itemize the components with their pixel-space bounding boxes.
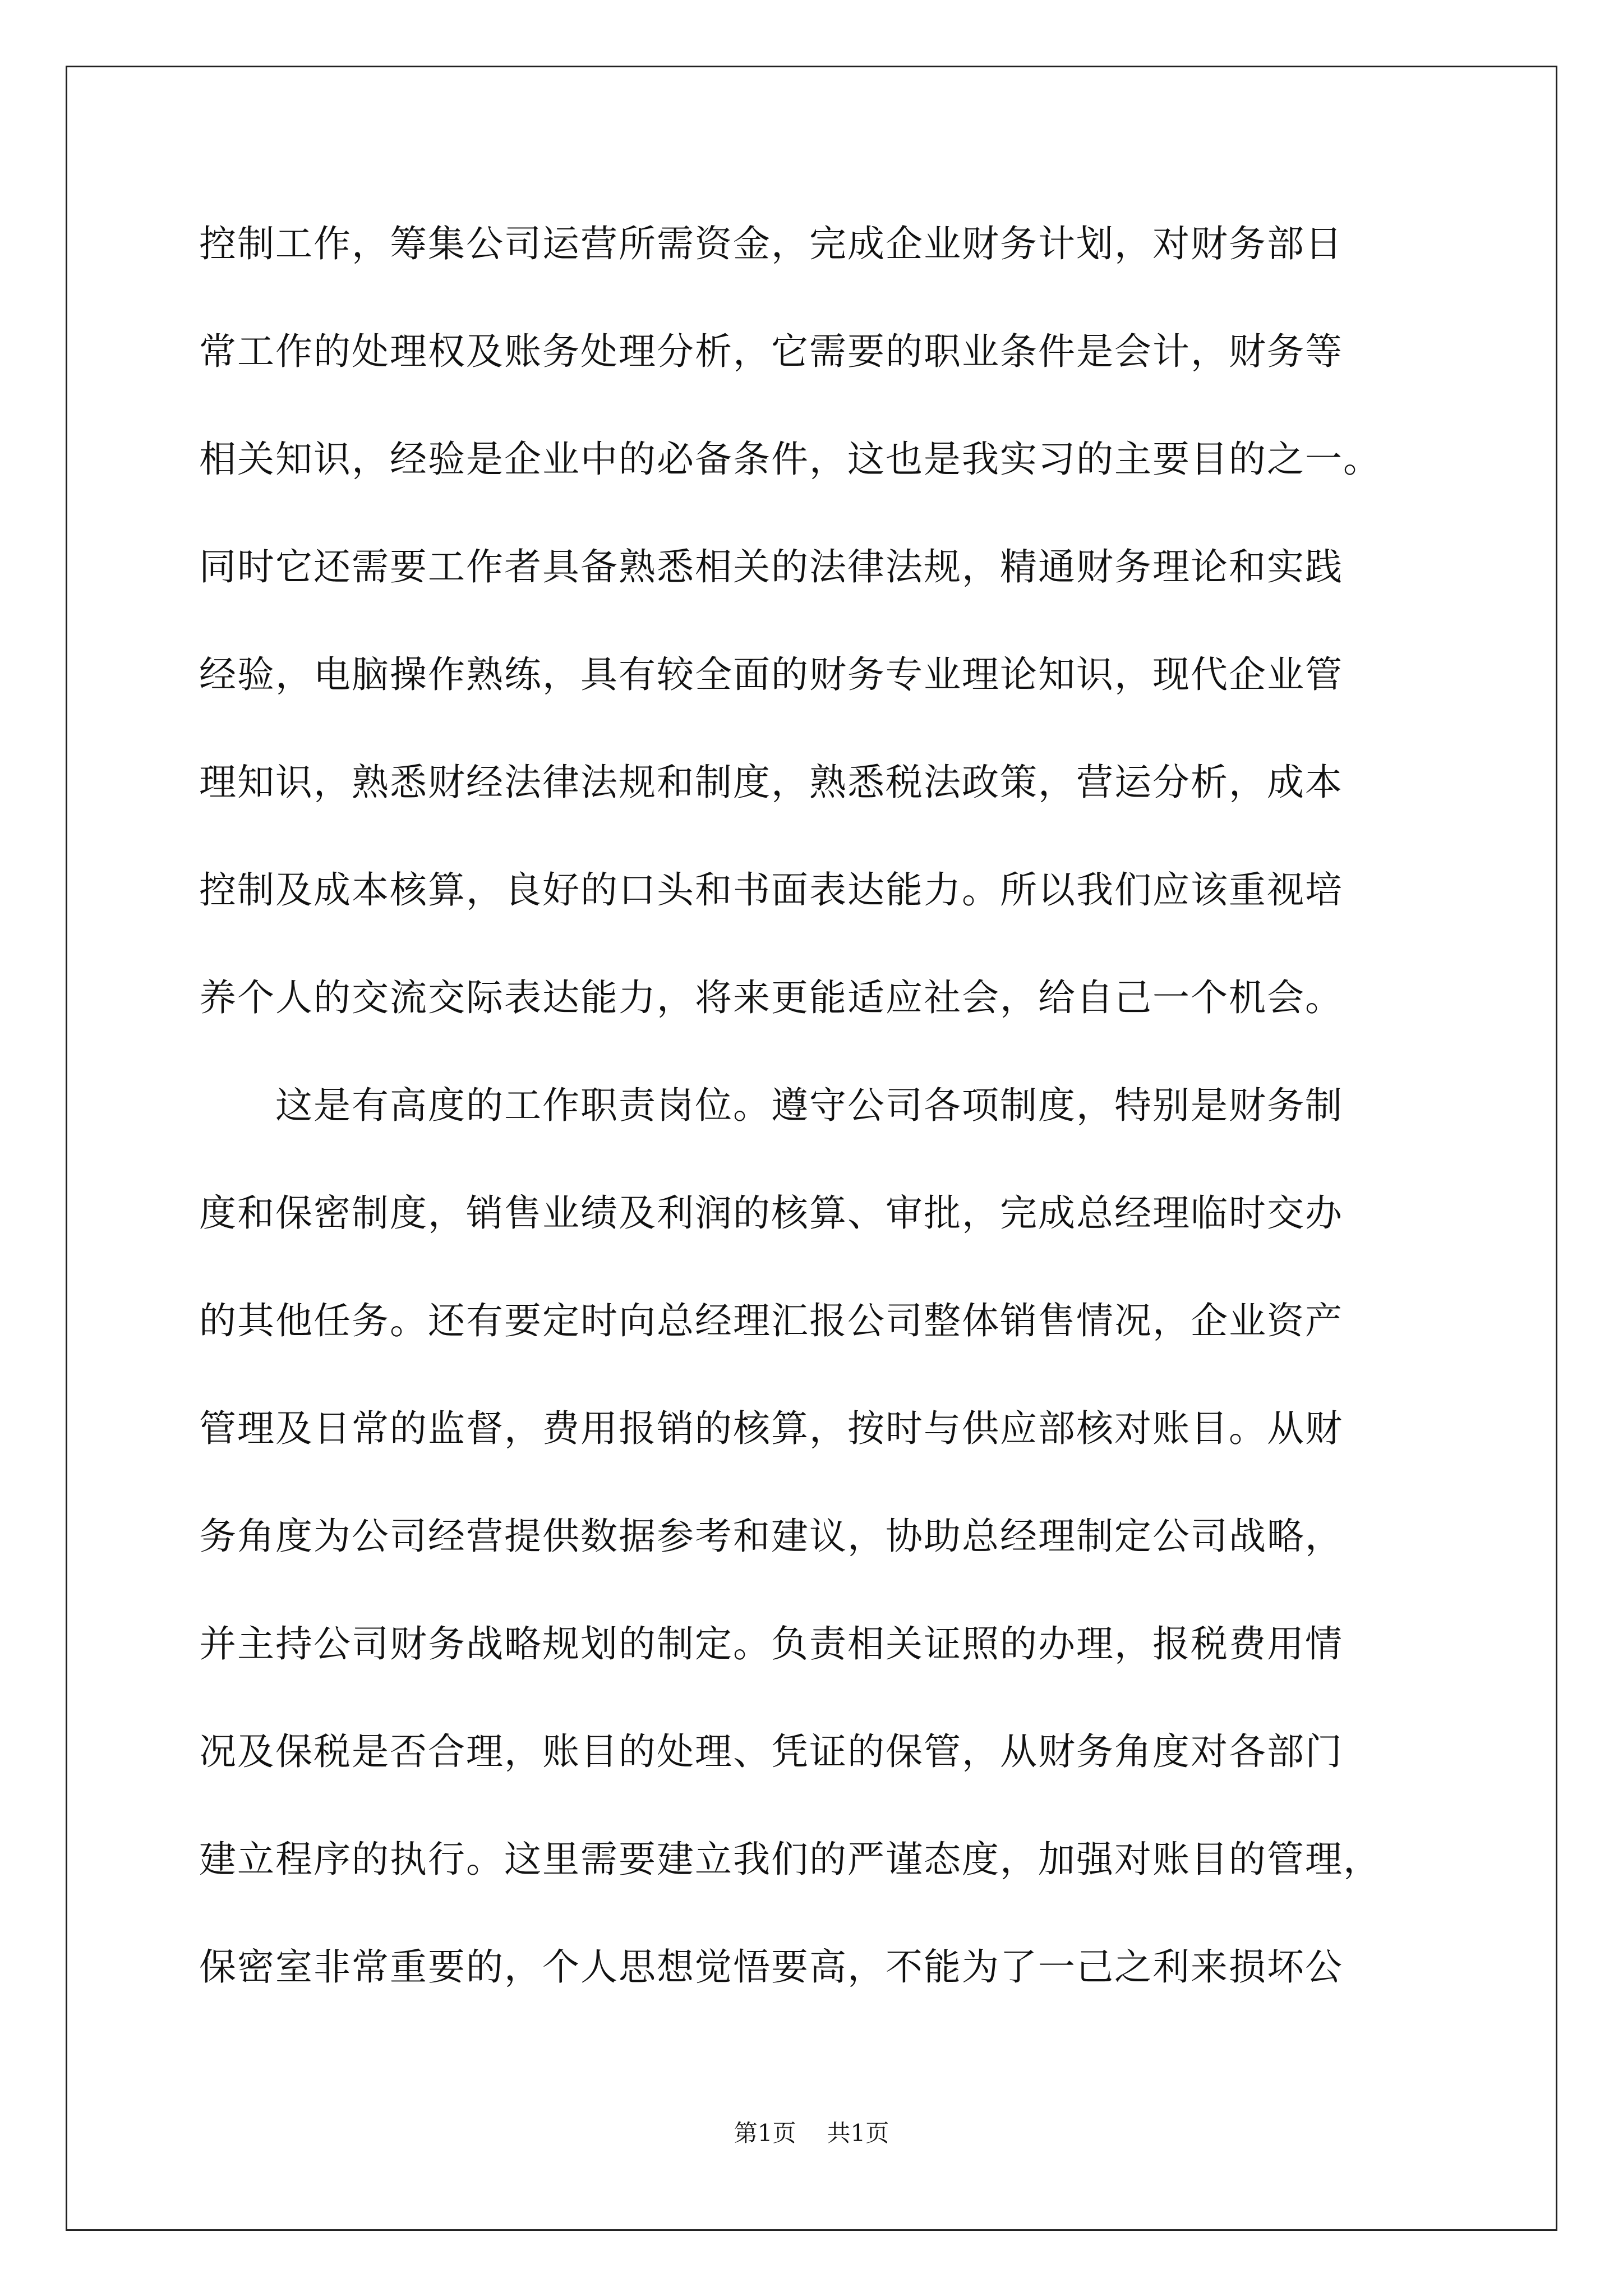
text-line: 经验，电脑操作熟练，具有较全面的财务专业理论知识，现代企业管 (199, 653, 1343, 696)
document-body (199, 216, 1433, 2047)
text-line: 务角度为公司经营提供数据参考和建议，协助总经理制定公司战略， (199, 1515, 1343, 1558)
text-line: 建立程序的执行。这里需要建立我们的严谨态度，加强对账目的管理， (199, 1838, 1381, 1881)
text-line: 保密室非常重要的，个人思想觉悟要高，不能为了一己之利来损坏公 (199, 1945, 1343, 1989)
page-footer (0, 2119, 1623, 2147)
text-line: 控制工作，筹集公司运营所需资金，完成企业财务计划，对财务部日 (199, 222, 1343, 265)
text-line: 度和保密制度，销售业绩及利润的核算、审批，完成总经理临时交办 (199, 1191, 1343, 1235)
text-line: 管理及日常的监督，费用报销的核算，按时与供应部核对账目。从财 (199, 1407, 1343, 1450)
text-line: 相关知识，经验是企业中的必备条件，这也是我实习的主要目的之一。 (199, 438, 1381, 481)
text-line: 这是有高度的工作职责岗位。遵守公司各项制度，特别是财务制 (199, 1084, 1343, 1127)
total-pages: 共1页 (827, 2119, 889, 2147)
text-line: 常工作的处理权及账务处理分析，它需要的职业条件是会计，财务等 (199, 330, 1343, 373)
text-line: 控制及成本核算，良好的口头和书面表达能力。所以我们应该重视培 (199, 868, 1343, 912)
text-line: 理知识，熟悉财经法律法规和制度，熟悉税法政策，营运分析，成本 (199, 761, 1343, 804)
text-line: 并主持公司财务战略规划的制定。负责相关证照的办理，报税费用情 (199, 1622, 1343, 1665)
text-line: 况及保税是否合理，账目的处理、凭证的保管，从财务角度对各部门 (199, 1730, 1343, 1773)
page-number: 第1页 (734, 2119, 796, 2147)
text-line: 同时它还需要工作者具备熟悉相关的法律法规，精通财务理论和实践 (199, 545, 1343, 588)
text-line: 养个人的交流交际表达能力，将来更能适应社会，给自己一个机会。 (199, 976, 1343, 1019)
text-line: 的其他任务。还有要定时向总经理汇报公司整体销售情况，企业资产 (199, 1299, 1343, 1342)
